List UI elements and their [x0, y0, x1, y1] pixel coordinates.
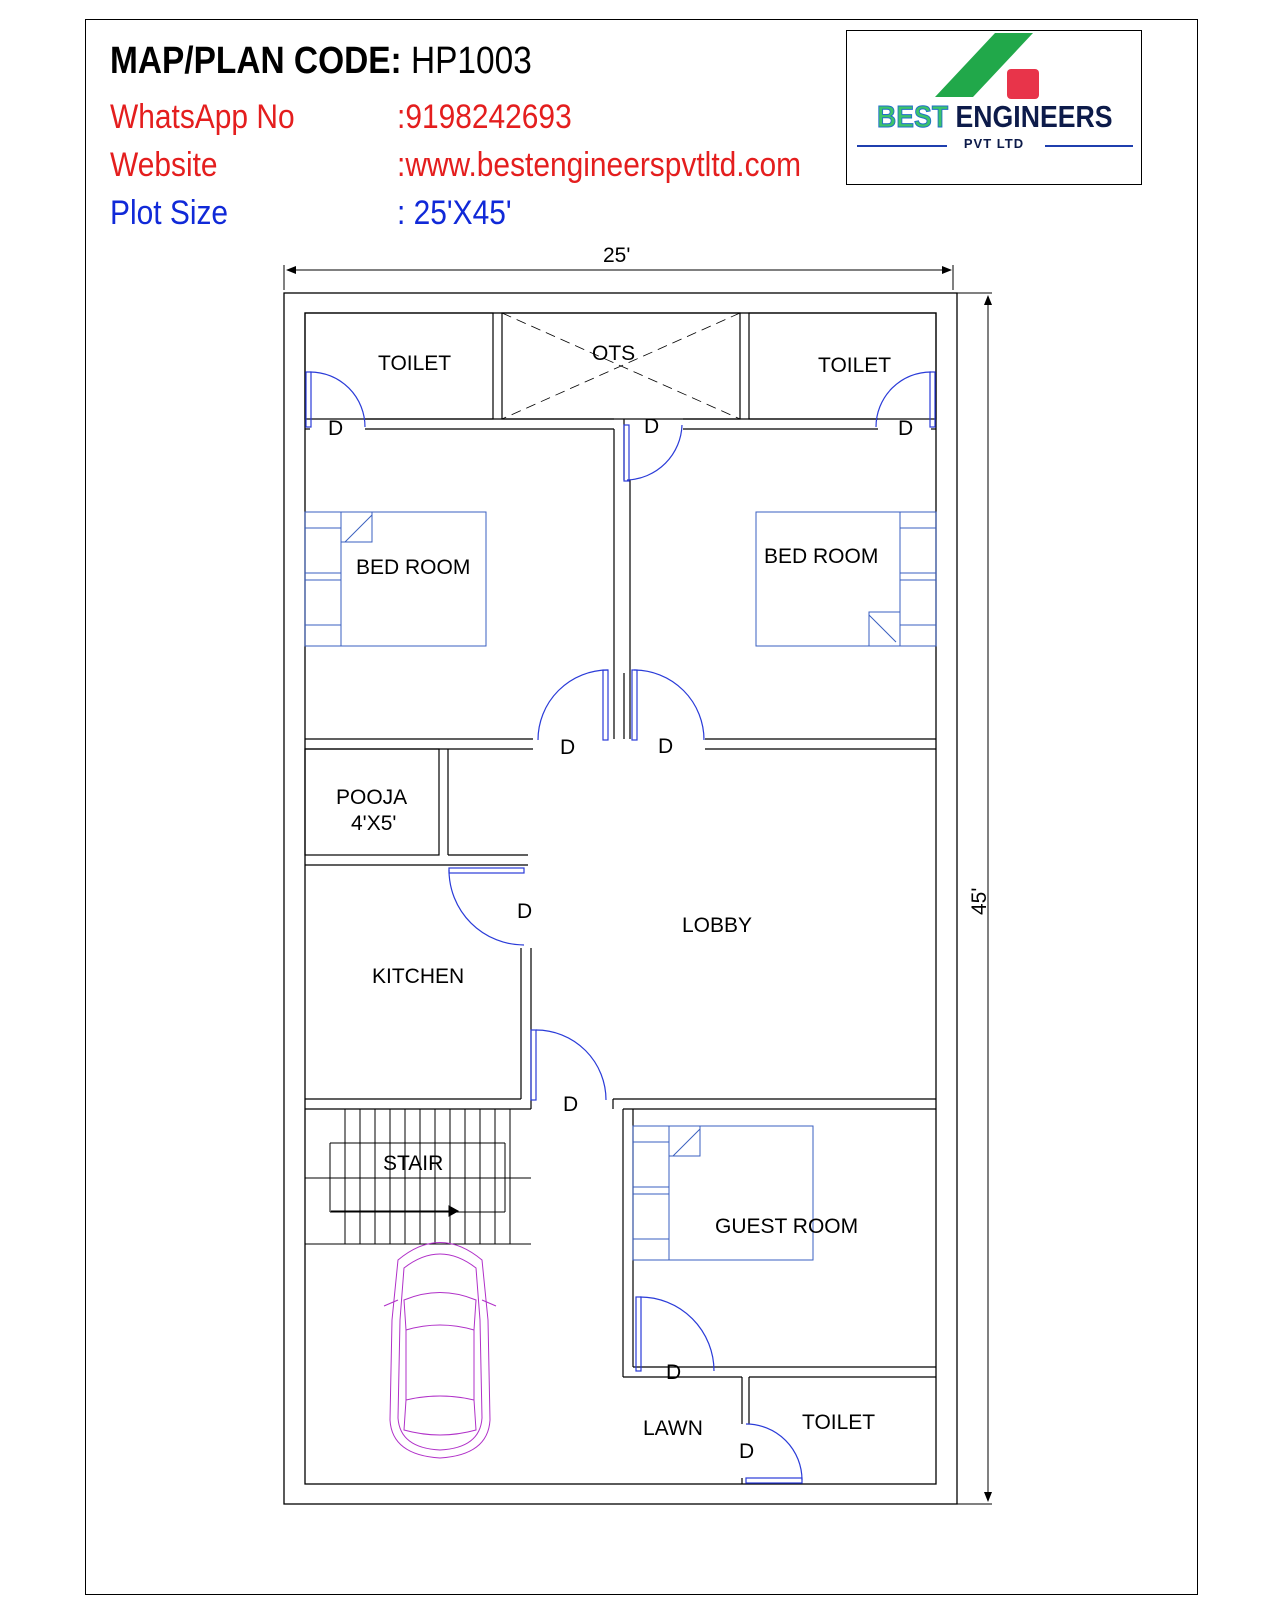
logo-engineers-text: ENGINEERS [948, 99, 1113, 134]
label-ots: OTS [592, 342, 636, 365]
website-url: :www.bestengineerspvtltd.com [397, 146, 802, 184]
label-toilet-bottom: TOILET [802, 1411, 876, 1434]
logo-subtitle: PVT LTD [963, 136, 1025, 151]
plan-code-value: HP1003 [401, 40, 532, 82]
door-label: D [666, 1361, 682, 1384]
label-stair: STAIR [383, 1152, 444, 1175]
door-label: D [563, 1093, 579, 1116]
whatsapp-number: :9198242693 [397, 98, 572, 136]
whatsapp-label: WhatsApp No [110, 98, 295, 136]
plot-size-label: Plot Size [110, 194, 229, 232]
width-dimension [284, 265, 953, 290]
label-bedroom-right: BED ROOM [764, 545, 879, 568]
bed-right [756, 512, 936, 646]
door-label: D [560, 736, 576, 759]
label-lobby: LOBBY [682, 914, 753, 937]
door-label: D [644, 415, 660, 438]
ots-cross [502, 313, 740, 419]
bed-left [305, 512, 486, 646]
label-pooja: POOJA [336, 786, 408, 809]
label-kitchen: KITCHEN [372, 965, 465, 988]
car-icon [384, 1243, 496, 1459]
label-toilet-right: TOILET [818, 354, 892, 377]
interior-walls [305, 313, 936, 1484]
label-toilet-left: TOILET [378, 352, 452, 375]
label-guest-room: GUEST ROOM [715, 1215, 859, 1238]
depth-dimension-label: 45' [968, 887, 991, 915]
plot-size-value: : 25'X45' [397, 194, 512, 232]
door-label: D [328, 417, 344, 440]
door-label: D [739, 1440, 755, 1463]
label-lawn: LAWN [643, 1417, 703, 1440]
logo-best-text: BEST [877, 99, 949, 134]
plan-code-label: MAP/PLAN CODE: [110, 40, 402, 82]
bed-guest [633, 1126, 813, 1260]
door-label: D [658, 735, 674, 758]
stair [305, 1109, 531, 1244]
width-dimension-label: 25' [603, 244, 631, 267]
door-label: D [898, 417, 914, 440]
label-pooja-size: 4'X5' [351, 812, 397, 835]
website-label: Website [110, 146, 218, 184]
label-bedroom-left: BED ROOM [356, 556, 471, 579]
door-label: D [517, 900, 533, 923]
outer-walls [284, 293, 957, 1504]
